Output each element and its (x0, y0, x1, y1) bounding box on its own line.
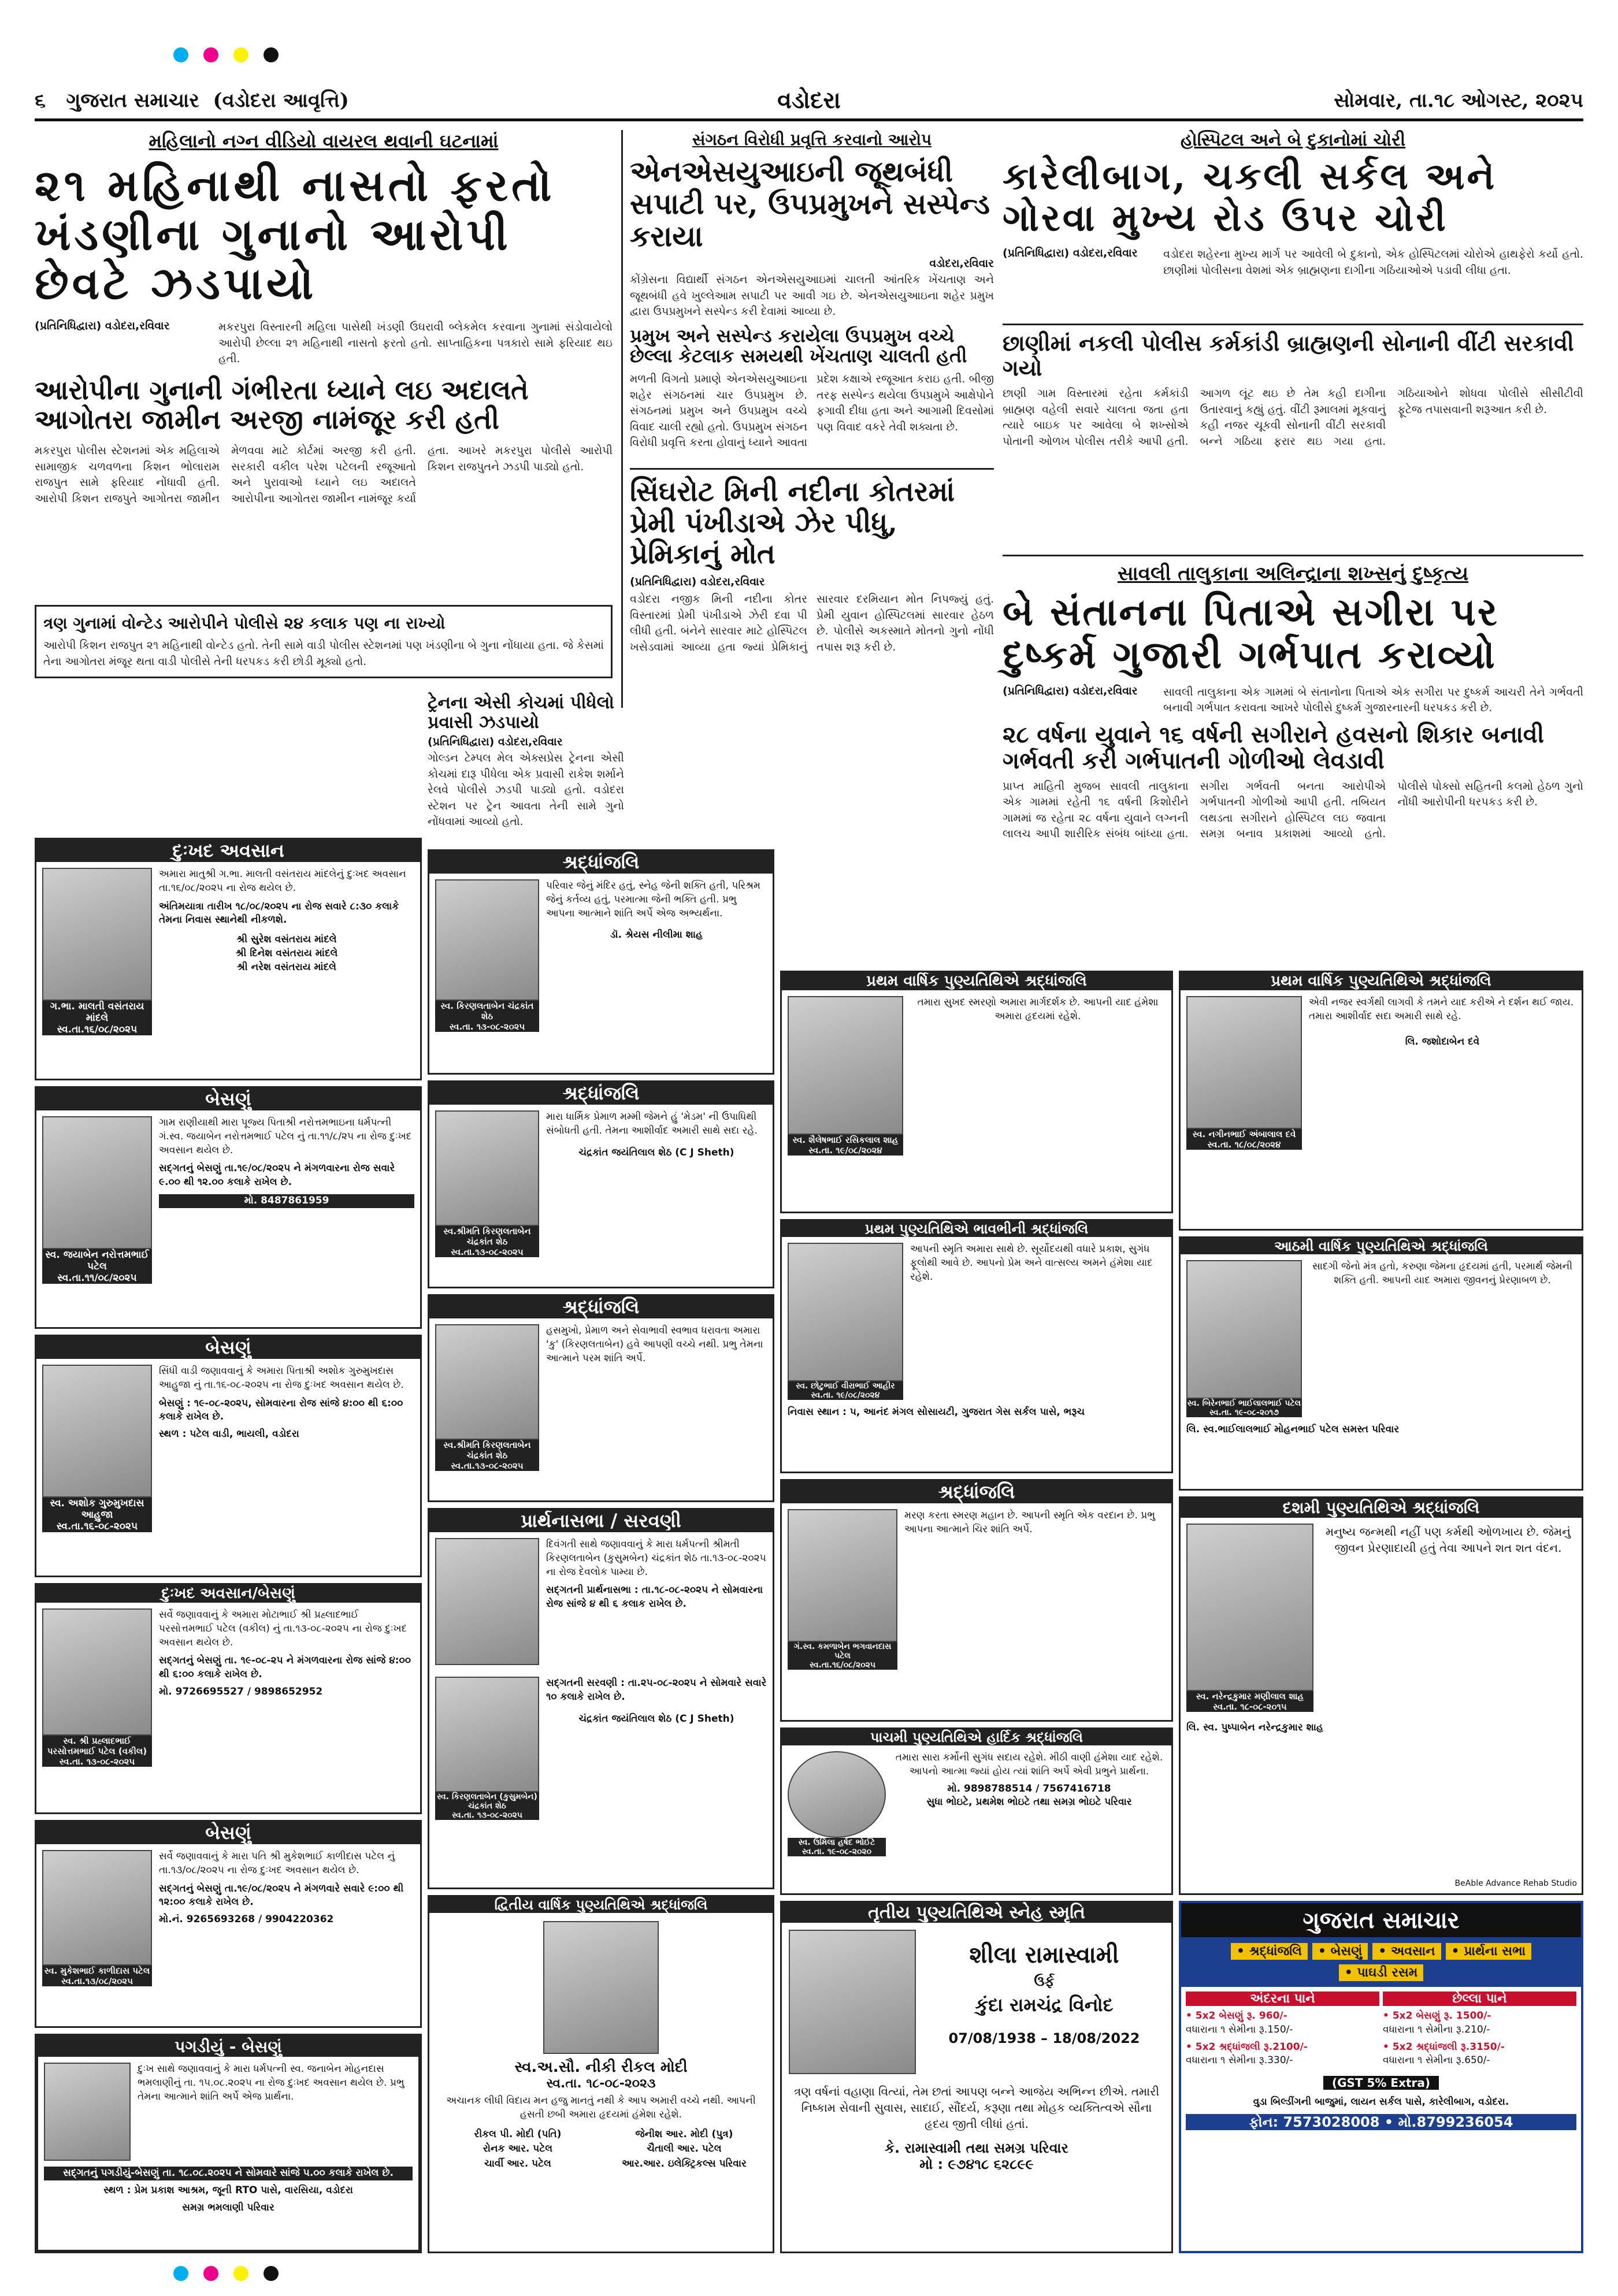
portrait-photo (435, 1110, 539, 1226)
body-paragraph: વડોદરા શહેરના મુખ્ય માર્ગ પર આવેલી બે દુકાનો, એક હોસ્પિટલમાં ચોરોએ હાથફેરો કર્યો હતો. છાણીમાં પોલીસના વેશમાં એક બ્રાહ્મણના દાગીના ગઠિયાઓએ પડાવી લીધા હતા. (1163, 248, 1583, 277)
date-text: સ્વ.તા. ૧૮-૦૮-૨૦૨૩ (546, 2076, 656, 2091)
name-caption: સ્વ. ઉર્મિલા હર્ષદ ભોઈટે (788, 1838, 886, 1847)
box-title: શ્રદ્ધાંજલિ (429, 1296, 773, 1318)
subheadline: પ્રમુખ અને સસ્પેન્ડ કરાયેલા ઉપપ્રમુખ વચ્ચે છેલ્લા કેટલાક સમયથી ખેંચતાણ ચાલતી હતી (630, 324, 967, 367)
ad-brand: ગુજરાત સમાચાર (1181, 1903, 1581, 1937)
rate-line: • 5x2 બેસણું રૂ. 1500/- (1383, 2010, 1491, 2022)
date-caption: સ્વ.તા. ૧૯-૦૮-૨૦૨૦ (788, 1847, 886, 1856)
registration-dot (203, 47, 218, 62)
paper-name: ગુજરાત સમાચાર (66, 89, 199, 112)
registration-dot (264, 2266, 279, 2281)
obit-dasmi-narendrakumar (1179, 1496, 1583, 1895)
place-text: સ્થળ : પટેલ વાડી, ભાયલી, વડોદરા (159, 1428, 299, 1440)
body-paragraph: વડોદરા નજીક મિની નદીના કોતર વિસ્તારમાં પ્રેમી પંખીડાએ ઝેરી દવા પી લીધી હતી. બંનેને સારવાર માટે હોસ્પિટલ ખસેડવામાં આવ્યા હતા જ્યાં પ્રેમિકાનું સારવાર દરમિયાન મોત નિપજ્યું હતું. પ્રેમી યુવાન હોસ્પિટલમાં સારવાર હેઠળ છે. પોલીસે અકસ્માતે મોતનો ગુનો નોંધી તપાસ શરૂ કરી છે. (630, 593, 994, 653)
alias-text: ઉર્ફ (1034, 1973, 1055, 1989)
ad-phone: ફોન: 7573028008 • મો.8799236054 (1186, 2114, 1576, 2130)
besnu-text: બેસણું : ૧૯-૦૮-૨૦૨૫, સોમવારના રોજ સાંજે ૪:૦૦ થી ૬:૦૦ કલાકે રાખેલ છે. (159, 1397, 403, 1423)
obit-shraddh-kiranlata-3 (428, 1294, 774, 1502)
box-title: બેસણું (36, 1822, 420, 1844)
headline: સિંઘરોટ મિની નદીના કોતરમાં પ્રેમી પંખીડાએ ઝેર પીધુ, પ્રેમિકાનું મોત (630, 475, 955, 570)
headline: ૨૧ મહિનાથી નાસતો ફરતો ખંડણીના ગુનાનો આરોપી છેવટે ઝડપાયો (35, 159, 555, 310)
name-caption: સ્વ. અશોક ગુરુમુખદાસ આહુજા (42, 1498, 152, 1521)
name-caption: સ્વ. શ્રી પ્રહ્લાદભાઈ પરસોત્તમભાઈ પટેલ (વકીલ) (42, 1736, 152, 1756)
family-member: જેનીશ આર. મોદી (પુત્ર) (635, 2128, 733, 2140)
date-caption: સ્વ.તા. ૧૩-૦૮-૨૦૨૫ (435, 1021, 539, 1032)
body-paragraph: મળતી વિગતો પ્રમાણે એનએસયુઆઇના શહેર સંગઠનમાં ચાર ઉપપ્રમુખ છે. સંગઠનમાં પ્રમુખ અને ઉપપ્રમુખ વચ્ચે વિવાદ ચાલી રહ્યો હતો. ઉપપ્રમુખ સંગઠન વિરોધી પ્રવૃત્તિ કરતા હોવાનું ધ્યાને આવતા પ્રદેશ કક્ષાએ રજૂઆત કરાઇ હતી. બીજી તરફ સસ્પેન્ડ થયેલા ઉપપ્રમુખે આક્ષેપોને ફગાવી દીધા હતા અને આગામી દિવસોમાં પણ વિવાદ વકરે તેવી શક્યતા છે. (630, 373, 994, 449)
besnu-text: સદ્ગતનું બેસણું તા. ૧૯-૦૮-૨૫ ને મંગળવારના રોજ સાંજે ૪:૦૦ થી ૬:૦૦ કલાકે રાખેલ છે. (159, 1655, 411, 1681)
box-title: પ્રથમ પુણ્યતિથિએ ભાવભીની શ્રદ્ધાંજલિ (782, 1221, 1171, 1237)
body-paragraph: મકરપુરા વિસ્તારની મહિલા પાસેથી ખંડણી ઉઘરાવી બ્લેકમેલ કરવાના ગુનામાં સંડોવાયેલો આરોપી છેલ્લા ૨૧ મહિનાથી નાસતો ફરતો હતો. સાપ્તાહિકના પત્રકારો સામે ફરિયાદ થઇ હતી. (218, 321, 613, 366)
box-title: ત્રણ ગુનામાં વોન્ટેડ આરોપીને પોલીસે ૨૪ કલાક પણ ના રાખ્યો (43, 614, 446, 633)
place-text: સ્થળ : પ્રેમ પ્રકાશ આશ્રમ, જૂની RTO પાસે, વારસિયા, વડોદરા (103, 2184, 353, 2196)
portrait-photo (435, 1677, 539, 1792)
name-text: શીલા રામાસ્વામી (969, 1941, 1119, 1968)
mourner: શ્રી સુરેશ વસંતરાય માંદલે (236, 934, 337, 946)
dateline: (પ્રતિનિધિદ્વારા) વડોદરા,રવિવાર (428, 735, 563, 749)
name-caption: સ્વ. નરેન્દ્રકુમાર મણીલાલ શાહ (1186, 1691, 1313, 1701)
registration-dot (264, 47, 279, 62)
mourner: શ્રી નરેશ વસંતરાય માંદલે (236, 961, 337, 973)
rate-column-title: છેલ્લા પાને (1383, 1992, 1576, 2006)
name2-text: કુંદા રામચંદ્ર વિનોદ (975, 1994, 1114, 2016)
notice-text: સર્વે જણાવવાનું કે મારા પતિ શ્રી મુકેશભાઈ કાળીદાસ પટેલ નું તા.૧૩/૦૮/૨૦૨૫ ના રોજ દુઃખદ અવસાન થયેલ છે. (159, 1851, 395, 1876)
issue-date: સોમવાર, તા.૧૮ ઓગસ્ટ, ૨૦૨૫ (1334, 89, 1583, 112)
date-caption: સ્વ.તા. ૧૯-૦૮-૨૦૧૭ (1186, 1408, 1302, 1417)
portrait-photo (435, 1324, 539, 1440)
notice-text: સર્વે જણાવવાનું કે અમારા મોટાભાઈ શ્રી પ્રહ્લાદભાઈ પરસોત્તમભાઈ પટેલ (વકીલ) નું તા.૧૩-૦૮-૨૦૨૫ ના રોજ દુઃખદ અવસાન થયેલ છે. (159, 1609, 407, 1648)
portrait-photo (42, 1608, 152, 1736)
obit-athmi-birenbhai (1179, 1236, 1583, 1491)
box-title: દશમી પુણ્યતિથિએ શ્રદ્ધાંજલિ (1181, 1498, 1582, 1518)
box-title: બેસણું (36, 1088, 420, 1110)
name-caption: સ્વ. નગીનભાઈ અંબાલાલ દવે (1186, 1129, 1302, 1139)
besnu-text: સદ્ગતનું બેસણું તા.૧૯/૦૮/૨૦૨૫ ને મંગળવારના રોજ સવારે ૯.૦૦ થી ૧૨.૦૦ કલાકે રાખેલ છે. (159, 1162, 395, 1188)
edition: (વડોદરા આવૃત્તિ) (213, 89, 349, 112)
obit-varshik-shaileshbhai (780, 971, 1173, 1213)
notice-text: એવી નજર સ્વર્ગથી લાગવી કે તમને યાદ કરીએ ને દર્શન થઈ જાય. તમારા આશીર્વાદ સદા અમારી સાથે રહે. (1309, 997, 1574, 1022)
notice-text: મરણ કરતા સ્મરણ મહાન છે. આપની સ્મૃતિ એક વરદાન છે. પ્રભુ આપના આત્માને ચિર શાંતિ અર્પે. (904, 1510, 1155, 1535)
notice-text: સાદગી જેનો મંત્ર હતો, કરુણા જેમના હૃદયમાં હતી, પરમાર્થ જેમની શક્તિ હતી. આપની યાદ અમારા જીવનનું પ્રેરણાબળ છે. (1312, 1261, 1573, 1286)
besnu-text: સદ્ગતનું બેસણું તા.૧૯/૦૮/૨૦૨૫ ને મંગળવારે સવારે ૯:૦૦ થી ૧૨:૦૦ કલાકે રાખેલ છે. (159, 1882, 404, 1908)
date-caption: સ્વ.તા. ૧૩-૦૮-૨૦૨૫ (435, 1811, 539, 1820)
portrait-photo (1186, 1524, 1313, 1691)
date-caption: સ્વ.તા.૧૩-૦૮-૨૦૨૫ (435, 1247, 539, 1257)
obit-shraddh-kiranlata-1 (428, 849, 774, 1075)
obit-besnu-ashok (35, 1335, 422, 1577)
date-caption: સ્વ.તા. ૧૮-૦૮-૨૦૧૫ (1186, 1701, 1313, 1712)
kicker: હોસ્પિટલ અને બે દુકાનોમાં ચોરી (1180, 130, 1406, 150)
name-caption: સ્વ. જયાબેન નરોત્તમભાઈ પટેલ (42, 1249, 152, 1272)
rate-column-title: અંદરના પાને (1186, 1992, 1379, 2006)
rate-line: • 5x2 શ્રદ્ધાંજલી રૂ.3150/- (1383, 2041, 1505, 2053)
obit-shraddh-kiranlata-2 (428, 1080, 774, 1288)
headline: કારેલીબાગ, ચકલી સર્કલ અને ગોરવા મુખ્ય રોડ ઉપર ચોરી (1003, 155, 1497, 240)
box-title: દુઃખદ અવસાન/બેસણું (36, 1585, 420, 1603)
story-fake-police (1003, 324, 1583, 555)
ad-item: • પાઘડી રસમ (1339, 1964, 1424, 1981)
story-nsui (630, 130, 994, 471)
story-theft (1003, 130, 1583, 315)
phone: મો. 8487861959 (159, 1194, 414, 1208)
portrait-photo (44, 2063, 131, 2161)
box-title: આઠમી વાર્ષિક પુણ્યતિથિએ શ્રદ્ધાંજલિ (1181, 1238, 1582, 1254)
portrait-photo (788, 1751, 886, 1838)
notice-text: ગામ રાણીયાથી મારા પૂજ્ય પિતાશ્રી નરોત્તમભાઇના ધર્મપત્ની ગં.સ્વ. જયાબેન નરોત્તમભાઈ પટેલ નું તા.૧૧/૮/૨૫ ના રોજ દુઃખદ અવસાન થયેલ છે. (159, 1117, 412, 1156)
portrait-photo (42, 1365, 152, 1498)
portrait-photo (435, 1538, 539, 1665)
date-caption: સ્વ.તા.૧૧/૦૮/૨૦૨૫ (42, 1272, 152, 1284)
registration-strip-top (173, 46, 1445, 64)
ad-item: • બેસણું (1312, 1943, 1368, 1960)
date-caption: સ્વ.તા.૧૬/૦૮/૨૦૨૫ (42, 1024, 152, 1035)
notice-text: હસમુખો, પ્રેમાળ અને સેવાભાવી સ્વભાવ ધરાવતા અમારા 'કુ' (કિરણલતાબેન) હવે આપણી વચ્ચે નથી. પ્રભુ તેમના આત્માને પરમ શાંતિ અર્પે. (546, 1325, 763, 1364)
portrait-photo (42, 1116, 152, 1249)
box-title: શ્રદ્ધાંજલિ (782, 1481, 1171, 1503)
box-title: પાચમી પુણ્યતિથિએ હાર્દિક શ્રદ્ધાંજલિ (782, 1729, 1171, 1745)
portrait-photo (1186, 996, 1302, 1129)
family-member: ચાર્વી આર. પટેલ (484, 2158, 551, 2170)
family-text: લિ. સ્વ.ભાઈલાલભાઈ મોહનભાઈ પટેલ સમસ્ત પરિવાર (1186, 1424, 1400, 1435)
family-text: સુધા ભોઇટે, પ્રથમેશ ભોઇટે તથા સમગ્ર ભોઇટે પરિવાર (926, 1796, 1132, 1808)
story-train (428, 693, 624, 844)
box-title: પ્રથમ વાર્ષિક પુણ્યતિથિએ શ્રદ્ધાંજલિ (782, 972, 1171, 990)
registration-dot (203, 2266, 218, 2281)
family-text: સમગ્ર ભમલાણી પરિવાર (182, 2201, 274, 2213)
ad-item: • અવસાન (1372, 1943, 1441, 1960)
obit-pagdi-janaben (35, 2034, 422, 2253)
gst-note: (GST 5% Extra) (1323, 2076, 1439, 2090)
rate-line: વધારાના ૧ સેમીના રૂ.210/- (1383, 2023, 1490, 2035)
subheadline: ૨૮ વર્ષના યુવાને ૧૬ વર્ષની સગીરાને હવસનો શિકાર બનાવી ગર્ભવતી કરી ગર્ભપાતની ગોળીઓ લેવડાવી (1003, 720, 1545, 774)
kicker: મહિલાનો નગ્ન વીડિયો વાયરલ થવાની ઘટનામાં (149, 130, 499, 152)
name-caption: સ્વ.શ્રીમતિ કિરણલતાબેન ચંદ્રકાંત શેઠ (435, 1440, 539, 1461)
kicker: સાવલી તાલુકાના અલિન્દ્રાના શખ્સનું દુષ્કૃત્ય (1117, 562, 1469, 585)
date-caption: સ્વ.તા.૧૬-૦૮-૨૦૨૫ (42, 1521, 152, 1532)
sabha-text: સદ્ગતની પ્રાર્થનાસભા : તા.૧૮-૦૮-૨૦૨૫ ને સોમવારના રોજ સાંજે ૪ થી ૬ કલાક રાખેલ છે. (546, 1584, 763, 1610)
box-title: તૃતીય પુણ્યતિથિએ સ્નેહ સ્મૃતિ (782, 1903, 1171, 1923)
headline: ટ્રેનના એસી કોચમાં પીધેલો પ્રવાસી ઝડપાયો (428, 693, 614, 733)
notice-text: સિંધી વાડી જણાવવાનું કે અમારા પિતાશ્રી અશોક ગુરુમુખદાસ આહુજા નું તા.૧૬-૦૮-૨૦૨૫ ના રોજ દુઃખદ અવસાન થયેલ છે. (159, 1365, 404, 1391)
portrait-photo (543, 1921, 659, 2054)
ad-address: વુડા બિલ્ડીંગની બાજુમાં, લાયન સર્કલ પાસે, કારેલીબાગ, વડોદરા. (1253, 2096, 1509, 2108)
notice-text: આપની સ્મૃતિ અમારા સાથે છે. સૂર્યોદયથી વધારે પ્રકાશ, સુગંધ ફૂલોથી આવે છે. આપનો પ્રેમ અને વાત્સલ્ય અમને હંમેશા યાદ રહેશે. (910, 1243, 1153, 1283)
family-text: લિ. સ્વ. પુષ્પાબેન નરેન્દ્રકુમાર શાહ (1186, 1722, 1323, 1733)
portrait-photo (435, 879, 539, 1001)
family-text: ચંદ્રકાંત જયંતિલાલ શેઠ (C J Sheth) (578, 1146, 734, 1158)
name-caption: સ્વ. શૈલેષભાઈ રસિકલાલ શાહ (788, 1135, 903, 1145)
portrait-photo (42, 868, 152, 1001)
box-title: શ્રદ્ધાંજલિ (429, 1082, 773, 1105)
box-title: દુઃખદ અવસાન (36, 839, 420, 862)
portrait-photo (788, 1509, 897, 1642)
masthead (35, 87, 1583, 121)
notice-text: અચાનક લીધી વિદાય મન હજુ માનતું નથી કે આપ અમારી વચ્ચે નથી. આપની હસતી છબી અમારા હૃદયમાં હંમેશા રહેશે. (446, 2095, 756, 2120)
lead-paragraph: સાવલી તાલુકાના એક ગામમાં બે સંતાનોના પિતાએ એક સગીરા પર દુષ્કર્મ આચરી તેને ગર્ભવતી બનાવી ગર્ભપાત કરાવતા આખરે પોલીસે દુષ્કર્મ ગુજારનારની ધરપકડ કરી છે. (1163, 685, 1583, 715)
phone: મો. 9898788514 / 7567416718 (947, 1782, 1111, 1795)
obit-dukhad-prahladbhai (35, 1583, 422, 1814)
column-rule (621, 130, 623, 708)
studio-credit: BeAble Advance Rehab Studio (1454, 1879, 1577, 1889)
mourner: શ્રી દિનેશ વસંતરાય માંદલે (235, 947, 338, 959)
obit-trutiya-sheela (780, 1901, 1173, 2253)
body-paragraph: છાણી ગામ વિસ્તારમાં રહેતા કર્મકાંડી બ્રાહ્મણ વહેલી સવારે ચાલતા જતા હતા ત્યારે બાઇક પર આવેલા બે શખ્સોએ પોતાની ઓળખ પોલીસ તરીકે આપી હતી. આગળ લૂંટ થઇ છે તેમ કહી દાગીના ઉતારવાનું કહ્યું હતું. વીંટી રૂમાલમાં મૂકવાનું કહી નજર ચૂકવી સોનાની વીંટી સરકાવી બન્ને ગઠિયા ફરાર થઇ ગયા હતા. ગઠિયાઓને શોધવા પોલીસે સીસીટીવી ફૂટેજ તપાસવાની શરૂઆત કરી છે. (1003, 387, 1583, 448)
dateline: વડોદરા,રવિવાર (929, 257, 994, 270)
obit-prarthana-sabha (428, 1508, 774, 1889)
headline: બે સંતાનના પિતાએ સગીરા પર દુષ્કર્મ ગુજારી ગર્ભપાત કરાવ્યો (1003, 589, 1499, 677)
headline: એનએસયુઆઇની જૂથબંધી સપાટી પર, ઉપપ્રમુખને સસ્પેન્ડ કરાયા (630, 154, 990, 253)
box-title: પ્રથમ વાર્ષિક પુણ્યતિથિએ શ્રદ્ધાંજલિ (1181, 972, 1582, 990)
notice-text: તમારા સુખદ સ્મરણો અમારા માર્ગદર્શક છે. આપની યાદ હંમેશા અમારા હૃદયમાં રહેશે. (917, 997, 1159, 1022)
notice-text: ત્રણ વર્ષનાં વહાણા વિત્યાં, તેમ છતાં આપણ બન્ને આજેય અભિન્ન છીએ. તમારી નિષ્કામ સેવાની સુવાસ, સાદાઈ, સૌંદર્ય, કરૂણા તથા મોહક વ્યક્તિત્વએ સૌના હૃદય જીતી લીધાં હતાં. (793, 2085, 1160, 2131)
registration-dot (233, 47, 248, 62)
box-body: આરોપી કિશન રાજપુત ૨૧ મહિનાથી વોન્ટેડ હતો. તેની સામે વાડી પોલીસ સ્ટેશનમાં પણ ખંડણીના બે ગુના નોંધાયા હતા. જે કેસમાં તેના આગોતરા મંજૂર થતા વાડી પોલીસે તેની ધરપકડ કરી છોડી મૂક્યો હતો. (43, 639, 604, 668)
notice-text: દુઃખ સાથે જણાવવાનું કે મારા ધર્મપત્ની સ્વ. જનાબેન મોહનદાસ ભમલાણીનું તા. ૧૫.૦૮.૨૦૨૫ ના રોજ દુઃખદ અવસાન થયેલ છે. પ્રભુ તેમના આત્માને શાંતિ અર્પે એજ પ્રાર્થના. (138, 2063, 404, 2102)
besnu-text: સદ્ગતનું પગડીયું-બેસણું તા. ૧૮.૦૮.૨૦૨૫ ને સોમવારે સાંજે ૫.૦૦ કલાકે રાખેલ છે. (44, 2167, 413, 2180)
notice-text: દિવંગતી સાથે જણાવવાનું કે મારા ધર્મપત્ની શ્રીમતી કિરણલતાબેન (કુસુમબેન) ચંદ્રકાંત શેઠ તા.૧૩-૦૮-૨૦૨૫ ના રોજ દેવલોક પામ્યા છે. (546, 1539, 766, 1578)
body-paragraph: પ્રાપ્ત માહિતી મુજબ સાવલી તાલુકાના એક ગામમાં રહેતી ૧૬ વર્ષની કિશોરીને ગામમાં જ રહેતા ૨૮ વર્ષના યુવાને લગ્નની લાલચ આપી શારીરિક સંબંધ બાંધ્યા હતા. સગીરા ગર્ભવતી બનતા આરોપીએ ગર્ભપાતની ગોળીઓ આપી હતી. તબિયત લથડતા સગીરાને હોસ્પિટલ લઇ જવાતા સમગ્ર બનાવ પ્રકાશમાં આવ્યો હતો. પોલીસે પોક્સો સહિતની કલમો હેઠળ ગુનો નોંધી આરોપીની ધરપકડ કરી છે. (1003, 779, 1583, 841)
page-number: ૬ (35, 89, 46, 112)
obit-shraddh-kamlaben (780, 1479, 1173, 1722)
obit-dukhad-malti (35, 838, 422, 1080)
family-text: ચંદ્રકાંત જયંતિલાલ શેઠ (C J Sheth) (578, 1712, 734, 1725)
notice-text: તમારા સારા કર્મોની સુગંધ સદાય રહેશે. મીઠી વાણી હંમેશા યાદ રહેશે. આપનો આત્મા જ્યાં હોય ત્યાં શાંતિ અર્પે એવી પ્રભુને પ્રાર્થના. (895, 1752, 1163, 1777)
registration-dot (173, 47, 188, 62)
subheadline: આરોપીના ગુનાની ગંભીરતા ધ્યાને લઇ અદાલતે આગોતરા જામીન અરજી નામંજૂર કરી હતી (35, 374, 529, 436)
name-caption: સ્વ. છોટુભાઈ વીરાભાઈ આહીર (788, 1381, 903, 1391)
family-text: ડૉ. શ્રેયસ નીલીમા શાહ (610, 929, 703, 941)
portrait-photo (788, 996, 903, 1135)
dateline: (પ્રતિનિધિદ્વારા) વડોદરા,રવિવાર (1003, 684, 1138, 697)
name-caption: સ્વ. મુકેશભાઈ કાળીદાસ પટેલ (42, 1966, 152, 1976)
registration-dot (173, 2266, 188, 2281)
phone: મો. 9726695527 / 9898652952 (159, 1685, 323, 1697)
family-member: રીકલ પી. મોદી (પતિ) (474, 2128, 562, 2140)
phone: મો.નં. 9265693268 / 9904220362 (159, 1914, 334, 1926)
residence-text: નિવાસ સ્થાન : પ, આનંદ મંગલ સોસાયટી, ગુજરાત ગેસ સર્કલ પાસે, ભરૂચ (788, 1406, 1085, 1418)
body-paragraph: મકરપુરા પોલીસ સ્ટેશનમાં એક મહિલાએ સામાજીક ચળવળના કિશન ભોલારામ રાજપુત સામે ફરિયાદ નોંધાવી હતી. આરોપી કિશન રાજપુતે આગોતરા જામીન મેળવવા માટે કોર્ટમાં અરજી કરી હતી. સરકારી વકીલ પરેશ પટેલની રજૂઆતો અને પુરાવાઓ ધ્યાને લઇ અદાલતે આરોપીના આગોતરા જામીન નામંજૂર કર્યા હતા. આખરે મકરપુરા પોલીસે આરોપી કિશન રાજપુતને ઝડપી પાડ્યો હતો. (35, 444, 613, 505)
section-rule (1003, 555, 1583, 556)
ad-item: • શ્રદ્ધાંજલિ (1231, 1943, 1308, 1960)
rate-line: વધારાના ૧ સેમીના રૂ.650/- (1383, 2054, 1490, 2067)
family-member: ચૈતાલી આર. પટેલ (647, 2143, 722, 2155)
classified-rate-ad (1179, 1901, 1583, 2253)
family-text: લિ. જશોદાબેન દવે (1405, 1035, 1480, 1047)
date-caption: સ્વ.તા.૧૩/૦૮/૨૦૨૫ (42, 1976, 152, 1986)
rate-line: • 5x2 બેસણું રૂ. 960/- (1186, 2010, 1287, 2022)
side-box (35, 605, 613, 678)
headline: છાણીમાં નકલી પોલીસ કર્મકાંડી બ્રાહ્મણની સોનાની વીંટી સરકાવી ગયો (1003, 330, 1574, 381)
notice-text: મનુષ્ય જન્મથી નહીં પણ કર્મથી ઓળખાય છે. જેમનું જીવન પ્રેરણાદાયી હતું તેવા આપને શત શત વંદન. (1326, 1525, 1571, 1555)
kicker: સંગઠન વિરોધી પ્રવૃત્તિ કરવાનો આરોપ (692, 130, 932, 149)
obit-panchmi-urmila (780, 1727, 1173, 1895)
date-caption: સ્વ.તા. ૧૩-૦૮-૨૦૨૫ (42, 1756, 152, 1767)
body-paragraph: ગોલ્ડન ટેમ્પલ મેલ એક્સપ્રેસ ટ્રેનના એસી કોચમાં દારૂ પીધેલા એક પ્રવાસી રાકેશ શર્માને રેલવે પોલીસે ઝડપી પાડ્યો હતો. વડોદરા સ્ટેશન પર ટ્રેન આવતા તેની સામે ગુનો નોંધવામાં આવ્યો હતો. (428, 752, 624, 829)
dates-text: 07/08/1938 – 18/08/2022 (948, 2030, 1140, 2046)
dateline: (પ્રતિનિધિદ્વારા) વડોદરા,રવિવાર (1003, 247, 1138, 260)
portrait-photo (788, 1243, 903, 1381)
phone: મો : ૯૭૪૧૮ ૬૨૮૯૯ (919, 2156, 1034, 2172)
family-member: રોનક આર. પટેલ (483, 2143, 553, 2155)
obit-besnu-mukeshbhai (35, 1820, 422, 2028)
name-caption: સ્વ. કિરણલતાબેન (કુસુમબેન) ચંદ્રકાંત શેઠ (435, 1792, 539, 1811)
box-title: પગડીયું - બેસણું (38, 2037, 418, 2057)
name-caption: ગ.ભા. માલતી વસંતરાય માંદલે (42, 1001, 152, 1024)
name-caption: ગં.સ્વ. કમળાબેન ભગવાનદાસ પટેલ (788, 1642, 897, 1660)
date-caption: સ્વ.તા.૧૩-૦૮-૨૦૨૫ (435, 1461, 539, 1471)
obit-varshik-naginbhai (1179, 971, 1583, 1231)
body-paragraph: કોંગ્રેસના વિદ્યાર્થી સંગઠન એનએસયુઆઇમાં ચાલતી આંતરિક ખેંચતાણ અને જૂથબંધી હવે ખુલ્લેઆમ સપાટી પર આવી ગઇ છે. એનએસયુઆઇના શહેર પ્રમુખ દ્વારા ઉપપ્રમુખને સસ્પેન્ડ કરી દેવામાં આવ્યા છે. (630, 273, 994, 318)
rate-line: વધારાના ૧ સેમીના રૂ.330/- (1186, 2054, 1293, 2067)
city-title: વડોદરા (777, 87, 841, 114)
registration-dot (233, 2266, 248, 2281)
box-title: શ્રદ્ધાંજલિ (429, 851, 773, 874)
obit-besnu-jayaben (35, 1086, 422, 1329)
sarvani-text: સદ્ગતની સરવણી : તા.૨૫-૦૮-૨૦૨૫ ને સોમવારે સવારે ૧૦ કલાકે રાખેલ છે. (546, 1677, 767, 1703)
rate-line: • 5x2 શ્રદ્ધાંજલી રૂ.2100/- (1186, 2041, 1308, 2053)
portrait-photo (1186, 1260, 1302, 1399)
notice-text: અમારા માતુશ્રી ગ.ભા. માલતી વસંતરાય માંદલેનું દુઃખદ અવસાન તા.૧૬/૦૮/૨૦૨૫ ના રોજ થયેલ છે. (159, 868, 406, 894)
portrait-photo (789, 1930, 916, 2074)
name-caption: સ્વ.શ્રીમતિ કિરણલતાબેન ચંદ્રકાંત શેઠ (435, 1226, 539, 1247)
family-text: કે. રામાસ્વામી તથા સમગ્ર પરિવાર (885, 2140, 1068, 2156)
name-caption: સ્વ. બિરેનભાઈ ભાઈલાલભાઈ પટેલ (1187, 1399, 1301, 1408)
story-lovers (630, 468, 994, 844)
box-title: દ્વિતીય વાર્ષિક પુણ્યતિથિએ શ્રદ્ધાંજલિ (429, 1897, 773, 1913)
box-title: પ્રાર્થનાસભા / સરવણી (429, 1510, 773, 1532)
section-rule (630, 468, 994, 470)
name-text: સ્વ.અ.સૌ. નીકી રીકલ મોદી (514, 2059, 688, 2076)
notice-text: પરિવાર જેનું મંદિર હતું, સ્નેહ જેની શક્તિ હતી, પરિશ્રમ જેનું કર્તવ્ય હતું, પરમાત્મા જેની ભક્તિ હતી. પ્રભુ આપના આત્માને શાંતિ અર્પે એજ અભ્યર્થના. (546, 880, 760, 919)
family-member: આર.આર. ઇલેક્ટ્રિકલ્સ પરિવાર (622, 2158, 747, 2170)
date-caption: સ્વ.તા. ૧૮/૦૮/૨૦૨૪ (1186, 1139, 1302, 1150)
name-caption: સ્વ. કિરણલતાબેન ચંદ્રકાંત શેઠ (435, 1001, 539, 1021)
obit-punya-chhotubhai (780, 1219, 1173, 1473)
portrait-photo (42, 1850, 152, 1966)
registration-strip-bottom (173, 2265, 1445, 2282)
funeral-text: અંતિમયાત્રા તારીખ ૧૮/૦૮/૨૦૨૫ ના રોજ સવારે ૮:૩૦ કલાકે તેમના નિવાસ સ્થાનેથી નીકળશે. (159, 900, 399, 926)
story-savli (1003, 555, 1583, 959)
section-rule (1003, 324, 1583, 325)
date-caption: સ્વ.તા. ૧૯/૦૮/૨૦૨૪ (788, 1145, 903, 1156)
rate-line: વધારાના ૧ સેમીના રૂ.150/- (1186, 2023, 1293, 2035)
ad-item: • પ્રાર્થના સભા (1446, 1943, 1532, 1960)
obit-dwitiya-niki (428, 1895, 774, 2253)
date-caption: સ્વ.તા.૧૬/૦૮/૨૦૨૫ (788, 1660, 897, 1670)
dateline: (પ્રતિનિધિદ્વારા) વડોદરા,રવિવાર (35, 319, 170, 333)
box-title: બેસણું (36, 1336, 420, 1359)
notice-text: મારા ધાર્મિક પ્રેમાળ મમ્મી જેમને હું 'મેડમ' ની ઉપાધિથી સંબોધતી હતી. તેમના આશીર્વાદ અમારી સાથે સદા રહે. (546, 1111, 758, 1136)
date-caption: સ્વ.તા. ૧૯/૦૮/૨૦૨૪ (788, 1391, 903, 1400)
dateline: (પ્રતિનિધિદ્વારા) વડોદરા,રવિવાર (630, 575, 765, 589)
